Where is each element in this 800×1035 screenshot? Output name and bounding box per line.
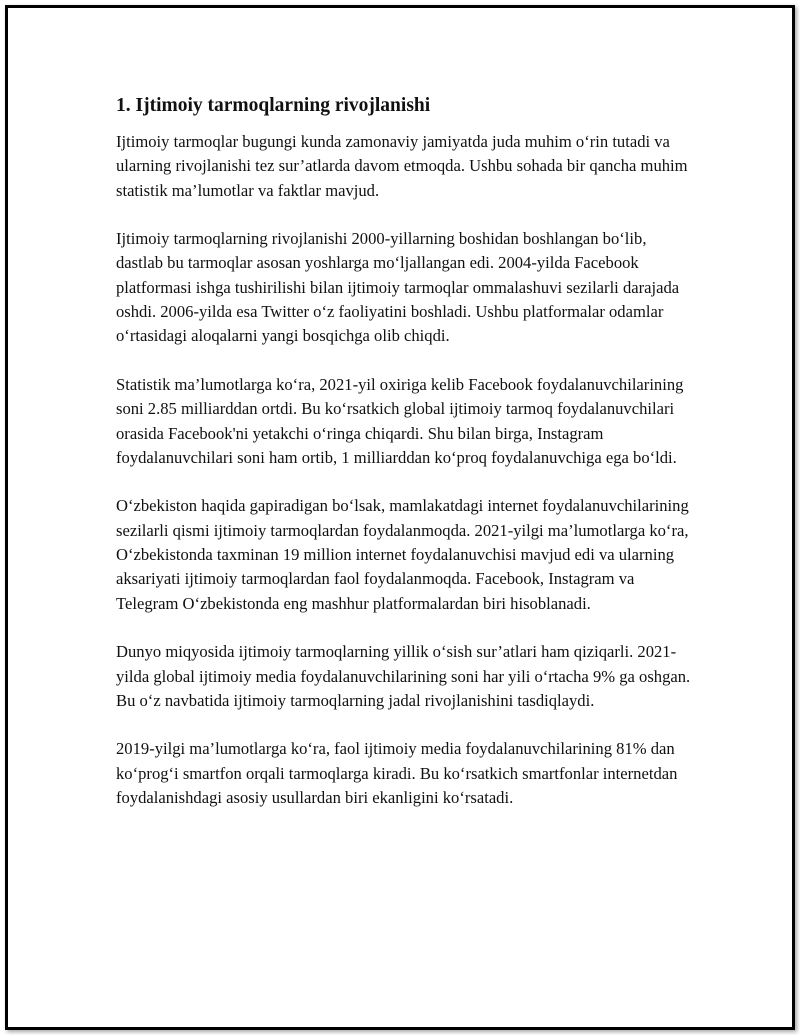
paragraph-history: Ijtimoiy tarmoqlarning rivojlanishi 2000-yillarning boshidan boshlangan bo‘lib, dastlab bu tarmoqlar asosan yoshlarga mo‘ljallangan edi. 2004-yilda Facebook platformasi ishga tushirilishi bilan ijtimoiy tarmoqlar ommalashuvi sezilarli darajada oshdi. 2006-yilda esa Twitter o‘z faoliyatini boshladi. Ushbu platformalar odamlar o‘rtasidagi aloqalarni yangi bosqichga olib chiqdi. <box>116 229 680 346</box>
section-heading: 1. Ijtimoiy tarmoqlarning rivojlanishi <box>116 95 431 116</box>
paragraph-global-growth: Dunyo miqyosida ijtimoiy tarmoqlarning yillik o‘sish sur’atlari ham qiziqarli. 2021-yilda global ijtimoiy media foydalanuvchilarining soni har yili o‘rtacha 9% ga oshgan. Bu o‘z navbatida ijtimoiy tarmoqlarning jadal rivojlanishini tasdiqlaydi. <box>116 642 691 710</box>
paragraph-uzbekistan: O‘zbekiston haqida gapiradigan bo‘lsak, mamlakatdagi internet foydalanuvchilarining sezilarli qismi ijtimoiy tarmoqlardan foydalanmoqda. 2021-yilgi ma’lumotlarga ko‘ra, O‘zbekistonda taxminan 19 million internet foydalanuvchisi mavjud edi va ularning aksariyati ijtimoiy tarmoqlardan faol foydalanmoqda. Facebook, Instagram va Telegram O‘zbekistonda eng mashhur platformalardan biri hisoblanadi. <box>116 496 689 613</box>
paragraph-smartphones: 2019-yilgi ma’lumotlarga ko‘ra, faol ijtimoiy media foydalanuvchilarining 81% dan ko‘prog‘i smartfon orqali tarmoqlarga kiradi. Bu ko‘rsatkich smartfonlar internetdan foydalanishdagi asosiy usullardan biri ekanligini ko‘rsatadi. <box>116 739 678 808</box>
paragraph-statistics: Statistik ma’lumotlarga ko‘ra, 2021-yil oxiriga kelib Facebook foydalanuvchilarining soni 2.85 milliarddan ortdi. Bu ko‘rsatkich global ijtimoiy tarmoq foydalanuvchilari orasida Facebook'ni yetakchi o‘ringa chiqardi. Shu bilan birga, Instagram foydalanuvchilari soni ham ortib, 1 milliarddan ko‘proq foydalanuvchiga ega bo‘ldi. <box>116 374 684 467</box>
document-body <box>116 94 696 835</box>
paragraph-intro: Ijtimoiy tarmoqlar bugungi kunda zamonaviy jamiyatda juda muhim o‘rin tutadi va ularning rivojlanishi tez sur’atlarda davom etmoqda. Ushbu sohada bir qancha muhim statistik ma’lumotlar va faktlar mavjud. <box>116 132 688 200</box>
